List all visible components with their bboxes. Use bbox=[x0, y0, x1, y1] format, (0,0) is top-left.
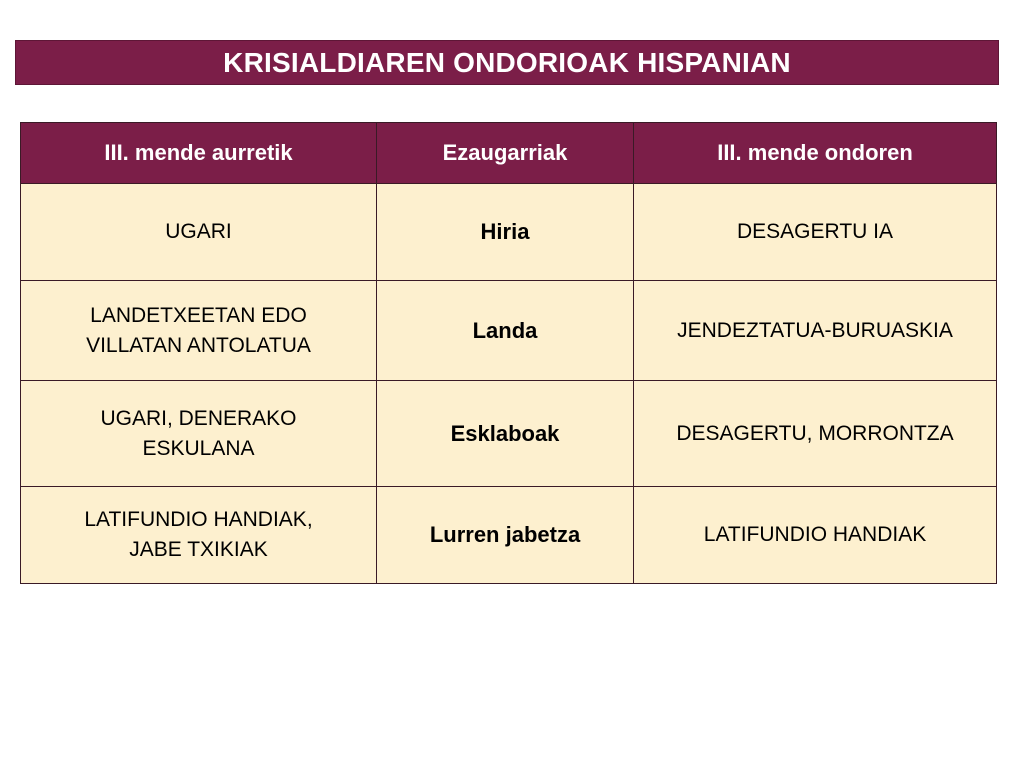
cell-after bbox=[634, 281, 997, 381]
table-header-row bbox=[21, 123, 997, 184]
table-row bbox=[21, 281, 997, 381]
cell-before bbox=[21, 487, 377, 584]
cell-after bbox=[634, 487, 997, 584]
cell-feature-text: Hiria bbox=[480, 219, 530, 244]
cell-after bbox=[634, 381, 997, 487]
cell-after-text: JENDEZTATUA-BURUASKIA bbox=[677, 318, 953, 342]
cell-after-text: DESAGERTU, MORRONTZA bbox=[676, 421, 954, 445]
page-title: KRISIALDIAREN ONDORIOAK HISPANIAN bbox=[223, 46, 791, 78]
cell-before-text: LATIFUNDIO HANDIAK, JABE TXIKIAK bbox=[84, 508, 313, 561]
cell-before bbox=[21, 184, 377, 281]
cell-before-text: UGARI bbox=[165, 220, 232, 243]
header-after: III. mende ondoren bbox=[634, 123, 997, 184]
cell-feature-text: Landa bbox=[472, 317, 538, 343]
table-row bbox=[21, 487, 997, 584]
cell-before bbox=[21, 281, 377, 381]
cell-after-text: DESAGERTU IA bbox=[737, 220, 893, 243]
cell-feature bbox=[377, 281, 634, 381]
table-row bbox=[21, 381, 997, 487]
cell-feature bbox=[377, 381, 634, 487]
cell-before bbox=[21, 381, 377, 487]
comparison-table bbox=[20, 122, 997, 584]
cell-feature bbox=[377, 487, 634, 584]
cell-before-text: UGARI, DENERAKO ESKULANA bbox=[100, 406, 297, 460]
cell-after bbox=[634, 184, 997, 281]
title-banner bbox=[15, 40, 999, 85]
cell-feature bbox=[377, 184, 634, 281]
cell-after-text: LATIFUNDIO HANDIAK bbox=[703, 523, 927, 546]
cell-feature-text: Esklaboak bbox=[450, 420, 560, 446]
table-row bbox=[21, 184, 997, 281]
header-features: Ezaugarriak bbox=[377, 123, 634, 184]
cell-feature-text: Lurren jabetza bbox=[429, 522, 581, 547]
header-before: III. mende aurretik bbox=[21, 123, 377, 184]
cell-before-text: LANDETXEETAN EDO VILLATAN ANTOLATUA bbox=[86, 303, 311, 357]
